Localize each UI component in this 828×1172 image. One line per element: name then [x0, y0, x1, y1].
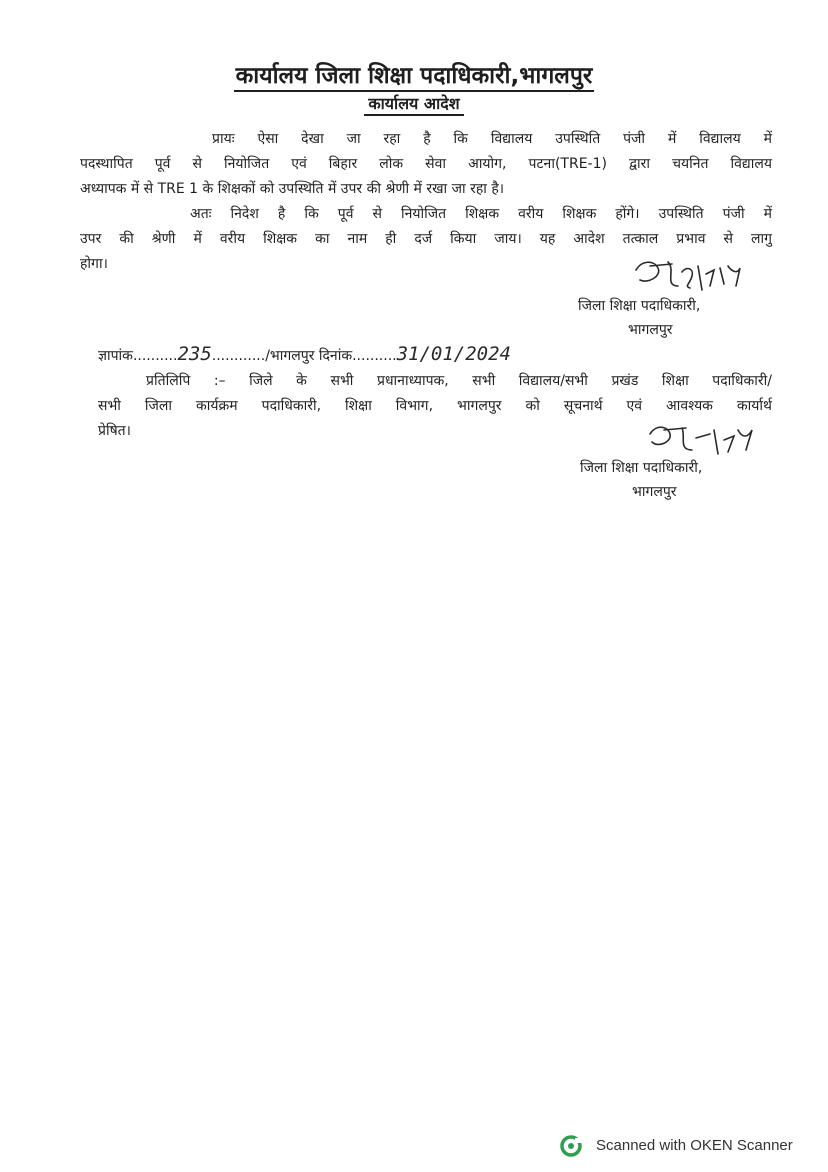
office-title: कार्यालय जिला शिक्षा पदाधिकारी,भागलपुर — [0, 58, 828, 90]
place-date-label: /भागलपुर दिनांक — [265, 348, 353, 364]
signature-2-scribble — [640, 420, 760, 460]
para2-line-3: होगा। — [80, 256, 108, 272]
gyapank-label: ज्ञापांक — [98, 348, 133, 364]
copy-line-2: सभी जिला कार्यक्रम पदाधिकारी, शिक्षा विभाग, भागलपुर को सूचनार्थ एवं आवश्यक कार्यार्थ — [98, 398, 772, 414]
copy-line-3: प्रेषित। — [98, 423, 131, 439]
memo-line: ज्ञापांक..........235............/भागलपुर दिनांक..........31/01/2024 — [98, 343, 511, 365]
para2-line-2: उपर की श्रेणी में वरीय शिक्षक का नाम ही दर्ज किया जाय। यह आदेश तत्काल प्रभाव से लागु — [80, 231, 772, 247]
memo-number: 235 — [177, 343, 212, 365]
scanner-watermark — [560, 1134, 820, 1158]
copy-line-1: प्रतिलिपि :– जिले के सभी प्रधानाध्यापक, सभी विद्यालय/सभी प्रखंड शिक्षा पदाधिकारी/ — [146, 373, 772, 389]
para2-line-1: अतः निदेश है कि पूर्व से नियोजित शिक्षक वरीय शिक्षक होंगे। उपस्थिति पंजी में — [190, 206, 772, 222]
para1-line-2: पदस्थापित पूर्व से नियोजित एवं बिहार लोक सेवा आयोग, पटना(TRE-1) द्वारा चयनित विद्यालय — [80, 156, 772, 172]
order-title: कार्यालय आदेश — [0, 92, 828, 114]
scanner-logo-icon — [560, 1135, 582, 1157]
memo-date: 31/01/2024 — [396, 343, 511, 365]
signature-1-scribble — [628, 256, 748, 296]
signature-1-designation: जिला शिक्षा पदाधिकारी, — [578, 298, 701, 314]
signature-2-designation: जिला शिक्षा पदाधिकारी, — [580, 460, 703, 476]
para1-line-1: प्रायः ऐसा देखा जा रहा है कि विद्यालय उपस्थिति पंजी में विद्यालय में — [212, 131, 772, 147]
signature-2-place: भागलपुर — [632, 484, 677, 500]
scanner-text: Scanned with OKEN Scanner — [596, 1137, 793, 1154]
signature-1-place: भागलपुर — [628, 322, 673, 338]
para1-line-3: अध्यापक में से TRE 1 के शिक्षकों को उपस्थिति में उपर की श्रेणी में रखा जा रहा है। — [80, 181, 505, 197]
